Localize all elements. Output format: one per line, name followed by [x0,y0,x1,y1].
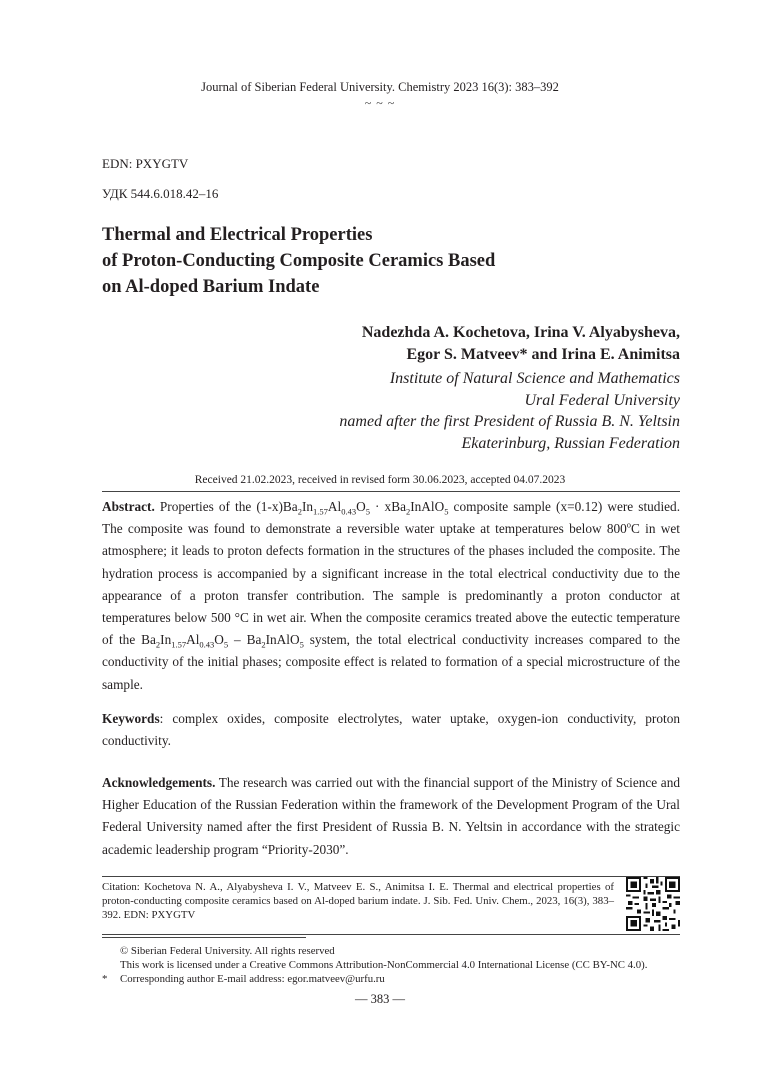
abstract-text: InAlO [410,499,445,514]
footnote-star: * [102,973,108,985]
superscript: o [626,519,632,530]
acknowledgements [102,772,680,861]
qr-code-icon[interactable] [626,877,680,931]
journal-header: Journal of Siberian Federal University. Chemistry 2023 16(3): 383–392 [201,80,559,94]
affiliation-line: Institute of Natural Science and Mathematics [389,370,680,387]
keywords [102,708,680,752]
authors-line: Egor S. Matveev* and Irina E. Animitsa [406,346,680,363]
abstract [102,496,680,696]
title-line: on Al-doped Barium Indate [102,277,320,297]
abstract-text: Properties of the (1-x)Ba [154,499,298,514]
subscript: 2 [261,639,266,650]
received-dates: Received 21.02.2023, received in revised form 30.06.2023, accepted 04.07.2023 [194,474,566,486]
udk-code: УДК 544.6.018.42–16 [102,186,219,201]
subscript: 2 [405,506,411,517]
abstract-label: Abstract. [102,499,155,514]
subscript: 5 [223,639,229,650]
copyright-note: © Siberian Federal University. All rights reserved [120,945,335,957]
keywords-label: Keywords [102,711,160,726]
affiliation-line: named after the first President of Russia B. N. Yeltsin [339,413,680,430]
abstract-text: In [160,632,172,648]
subscript: 2 [297,506,302,517]
authors-line: Nadezhda A. Kochetova, Irina V. Alyabysheva, [361,324,680,341]
divider [102,491,680,492]
acknowledgements-label: Acknowledgements. [102,775,216,790]
abstract-text: Al [327,499,342,514]
corresponding-author-note [102,972,702,986]
title-line: Thermal and Electrical Properties [102,225,373,245]
edn-code: EDN: PXYGTV [102,156,189,171]
subscript: 0.43 [341,506,357,517]
subscript: 5 [299,639,304,650]
abstract-text: Al [186,632,200,648]
title-line: of Proton-Conducting Composite Ceramics Based [102,251,496,271]
subscript: 5 [444,506,449,517]
citation: Citation: Kochetova N. A., Alyabysheva I. V., Matveev E. S., Animitsa I. E. Thermal and electrical properties of proton-conducting composite ceramics based on Al-doped barium indate. J. Sib. Fed. Univ. Chem., 2023, 16(3), 383–392. EDN: PXYGTV [102,881,614,922]
affiliation [120,368,680,454]
affiliation-line: Ural Federal University [524,391,680,409]
header-ornament: ~ ~ ~ [364,96,396,110]
footnote-divider [102,937,306,938]
affiliation-line: Ekaterinburg, Russian Federation [461,434,680,452]
abstract-text: – Ba [228,632,262,648]
acknowledgements-text: The research was carried out with the financial support of the Ministry of Science and Higher Education of the Russian Federation within the framework of the Development Program of the Ural Federal University named after the first President of Russia B. N. Yeltsin in accordance with the strategic academic leadership program “Priority-2030”. [102,775,680,857]
subscript: 0.43 [199,639,215,650]
divider [102,934,680,935]
subscript: 1.57 [313,506,328,517]
subscript: 2 [155,639,161,650]
keywords-text: : complex oxides, composite electrolytes, water uptake, oxygen-ion conductivity, proton conductivity. [102,711,680,749]
corresponding-author-text: Corresponding author E-mail address: egor.matveev@urfu.ru [120,973,385,985]
subscript: 1.57 [171,639,187,650]
abstract-text: · xBa [369,499,406,514]
license-note: This work is licensed under a Creative Commons Attribution-NonCommercial 4.0 International License (CC BY-NC 4.0). [120,959,648,971]
divider [102,876,680,877]
abstract-text: O [214,632,224,648]
abstract-text: In [301,499,314,514]
subscript: 5 [365,506,370,517]
page-number: — 383 — [355,992,405,1006]
authors [120,322,680,366]
abstract-text: composite sample (x=0.12) were studied. The composite was found to demonstrate a reversible water uptake at temperatures below 800 [102,499,681,537]
paper-title [102,222,622,300]
abstract-text: InAlO [265,632,300,648]
abstract-text: system, the total electrical conductivity increases compared to the conductivity of the initial phases; composite effect is related to formation of a special microstructure of the sample. [102,632,680,692]
abstract-text: O [356,499,366,514]
abstract-text: C in wet atmosphere; it leads to proton defects formation in the structures of the phases included the composite. The hydration process is accompanied by a significant increase in the total electrical conductivity due to the appearance of a proton transfer contribution. The sample is predominantly a proton conductor at temperatures below 500 °C in wet air. When the composite ceramics treated above the eutectic temperature of the Ba [102,521,680,648]
